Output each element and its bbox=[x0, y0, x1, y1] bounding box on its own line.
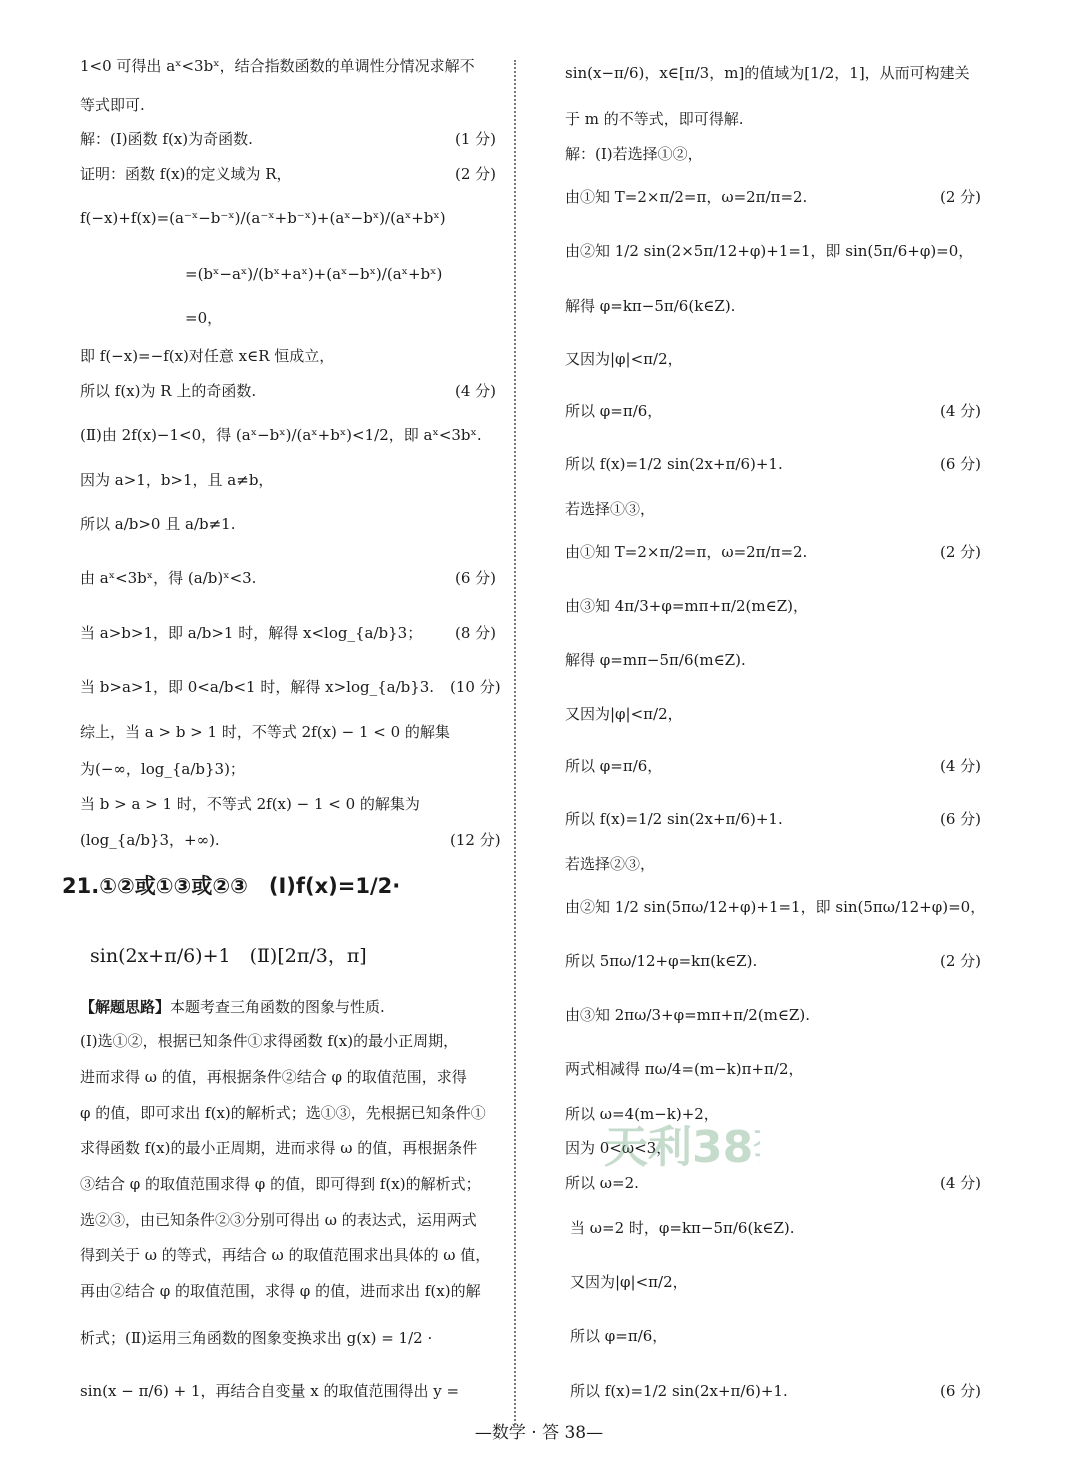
formula-line: 所以 5πω/12+φ=kπ(k∈Z). bbox=[565, 952, 758, 970]
formula-line: 又因为|φ|<π/2， bbox=[570, 1273, 688, 1291]
formula-line: 当 ω=2 时，φ=kπ−5π/6(k∈Z). bbox=[570, 1219, 795, 1237]
formula-line: 由②知 1/2 sin(2×5π/12+φ)+1=1，即 sin(5π/6+φ)=0， bbox=[565, 242, 974, 260]
formula-line: 又因为|φ|<π/2， bbox=[565, 705, 683, 723]
score-label: (2 分) bbox=[940, 952, 982, 970]
text-line: 综上，当 a > b > 1 时，不等式 2f(x) − 1 < 0 的解集 bbox=[80, 723, 450, 741]
score-label: (4 分) bbox=[940, 402, 982, 420]
formula-line: 解得 φ=kπ−5π/6(k∈Z). bbox=[565, 297, 736, 315]
formula-line: 由①知 T=2×π/2=π，ω=2π/π=2. bbox=[565, 188, 808, 206]
column-divider bbox=[514, 60, 516, 1425]
formula-line: =0， bbox=[185, 309, 223, 327]
text-line: 进而求得 ω 的值，再根据条件②结合 φ 的取值范围，求得 bbox=[80, 1068, 467, 1086]
formula-line: 所以 f(x)=1/2 sin(2x+π/6)+1. bbox=[570, 1382, 788, 1400]
text-line: 于 m 的不等式，即可得解. bbox=[565, 110, 744, 128]
text-line: 解：(Ⅰ)函数 f(x)为奇函数. bbox=[80, 130, 253, 148]
formula-line: 由①知 T=2×π/2=π，ω=2π/π=2. bbox=[565, 543, 808, 561]
text-line: ③结合 φ 的取值范围求得 φ 的值，即可得到 f(x)的解析式； bbox=[80, 1175, 481, 1193]
formula-line: 所以 φ=π/6， bbox=[565, 402, 663, 420]
watermark-graphic bbox=[600, 1110, 760, 1190]
formula-line: 因为 0<ω<3， bbox=[565, 1139, 672, 1157]
text-line: 再由②结合 φ 的取值范围，求得 φ 的值，进而求出 f(x)的解 bbox=[80, 1282, 481, 1300]
text-line: 求得函数 f(x)的最小正周期，进而求得 ω 的值，再根据条件 bbox=[80, 1139, 478, 1157]
text-line: 本题考查三角函数的图象与性质. bbox=[170, 998, 385, 1016]
text-line: 等式即可. bbox=[80, 96, 145, 114]
text-line: 为(−∞，log_{a/b}3)； bbox=[80, 760, 245, 778]
text-line: 得到关于 ω 的等式，再结合 ω 的取值范围求出具体的 ω 值， bbox=[80, 1246, 491, 1264]
text-line: 当 b > a > 1 时，不等式 2f(x) − 1 < 0 的解集为 bbox=[80, 795, 420, 813]
score-label: (2 分) bbox=[455, 165, 497, 183]
text-line: 因为 a>1，b>1，且 a≠b， bbox=[80, 471, 274, 489]
formula-line: =(bˣ−aˣ)/(bˣ+aˣ)+(aˣ−bˣ)/(aˣ+bˣ) bbox=[185, 265, 443, 283]
formula-line: 所以 f(x)=1/2 sin(2x+π/6)+1. bbox=[565, 810, 783, 828]
solution-hint bbox=[80, 996, 385, 1018]
score-label: (4 分) bbox=[940, 1174, 982, 1192]
text-line: 析式；(Ⅱ)运用三角函数的图象变换求出 g(x) = 1/2 · bbox=[80, 1329, 433, 1347]
score-label: (2 分) bbox=[940, 188, 982, 206]
formula-line: 两式相减得 πω/4=(m−k)π+π/2， bbox=[565, 1060, 804, 1078]
score-label: (6 分) bbox=[940, 1382, 982, 1400]
score-label: (12 分) bbox=[450, 831, 501, 849]
formula-line: 所以 φ=π/6， bbox=[565, 757, 663, 775]
score-label: (1 分) bbox=[455, 130, 497, 148]
text-line: (log_{a/b}3，+∞). bbox=[80, 831, 220, 849]
formula-line: 由②知 1/2 sin(5πω/12+φ)+1=1，即 sin(5πω/12+φ)=0， bbox=[565, 898, 986, 916]
score-label: (10 分) bbox=[450, 678, 501, 696]
text-line: (Ⅰ)选①②，根据已知条件①求得函数 f(x)的最小正周期， bbox=[80, 1032, 459, 1050]
formula-line: 又因为|φ|<π/2， bbox=[565, 350, 683, 368]
score-label: (2 分) bbox=[940, 543, 982, 561]
formula-line: 由③知 2πω/3+φ=mπ+π/2(m∈Z). bbox=[565, 1006, 810, 1024]
text-line: 证明：函数 f(x)的定义域为 R， bbox=[80, 165, 292, 183]
formula-line: 所以 φ=π/6， bbox=[570, 1327, 668, 1345]
formula-line: 所以 ω=4(m−k)+2， bbox=[565, 1105, 719, 1123]
text-line: 若选择①③， bbox=[565, 500, 656, 518]
text-line: 所以 a/b>0 且 a/b≠1. bbox=[80, 515, 236, 533]
score-label: (6 分) bbox=[940, 810, 982, 828]
text-line: 当 a>b>1，即 a/b>1 时，解得 x<log_{a/b}3； bbox=[80, 624, 423, 642]
question-21-answer-cont: sin(2x+π/6)+1 (Ⅱ)[2π/3，π] bbox=[90, 945, 367, 967]
text-line: 当 b>a>1，即 0<a/b<1 时，解得 x>log_{a/b}3. bbox=[80, 678, 435, 696]
text-line: sin(x−π/6)，x∈[π/3，m]的值域为[1/2，1]，从而可构建关 bbox=[565, 64, 970, 82]
score-label: (6 分) bbox=[940, 455, 982, 473]
formula-line: 所以 ω=2. bbox=[565, 1174, 639, 1192]
text-line: 选②③，由已知条件②③分别可得出 ω 的表达式，运用两式 bbox=[80, 1211, 477, 1229]
text-line: 1<0 可得出 aˣ<3bˣ，结合指数函数的单调性分情况求解不 bbox=[80, 57, 475, 75]
text-line: 所以 f(x)为 R 上的奇函数. bbox=[80, 382, 257, 400]
formula-line: f(−x)+f(x)=(a⁻ˣ−b⁻ˣ)/(a⁻ˣ+b⁻ˣ)+(aˣ−bˣ)/(aˣ+bˣ) bbox=[80, 209, 446, 227]
watermark-logo bbox=[600, 1110, 760, 1190]
formula-line: 所以 f(x)=1/2 sin(2x+π/6)+1. bbox=[565, 455, 783, 473]
text-line: 解：(Ⅰ)若选择①②， bbox=[565, 145, 703, 163]
text-line: sin(x − π/6) + 1，再结合自变量 x 的取值范围得出 y = bbox=[80, 1382, 460, 1400]
text-line: φ 的值，即可求出 f(x)的解析式；选①③，先根据已知条件① bbox=[80, 1104, 486, 1122]
score-label: (6 分) bbox=[455, 569, 497, 587]
solution-hint-tag: 【解题思路】 bbox=[80, 998, 171, 1016]
text-line: (Ⅱ)由 2f(x)−1<0，得 (aˣ−bˣ)/(aˣ+bˣ)<1/2，即 aˣ<3bˣ. bbox=[80, 426, 482, 444]
text-line: 由 aˣ<3bˣ，得 (a/b)ˣ<3. bbox=[80, 569, 257, 587]
formula-line: 解得 φ=mπ−5π/6(m∈Z). bbox=[565, 651, 746, 669]
formula-line: 由③知 4π/3+φ=mπ+π/2(m∈Z)， bbox=[565, 597, 808, 615]
score-label: (8 分) bbox=[455, 624, 497, 642]
text-line: 即 f(−x)=−f(x)对任意 x∈R 恒成立， bbox=[80, 347, 335, 365]
score-label: (4 分) bbox=[940, 757, 982, 775]
text-line: 若选择②③， bbox=[565, 855, 656, 873]
score-label: (4 分) bbox=[455, 382, 497, 400]
page-footer: —数学 · 答 38— bbox=[474, 1423, 604, 1443]
watermark-text: 天利38 bbox=[604, 1122, 754, 1173]
question-21-answer: 21.①②或①③或②③ (Ⅰ)f(x)=1/2· bbox=[62, 874, 401, 898]
